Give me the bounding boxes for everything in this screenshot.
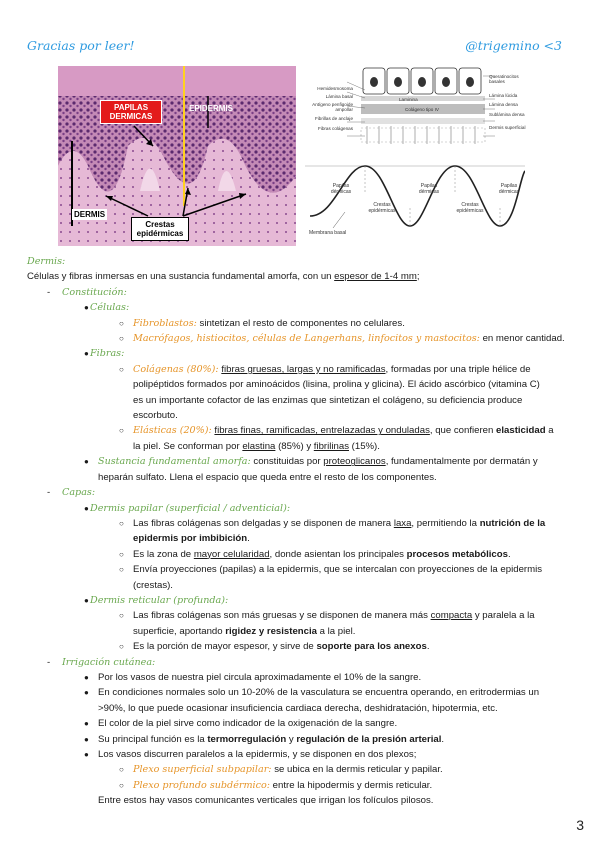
schema-label-lamina-basal: Lámina basal <box>325 94 353 100</box>
schema-label-queratinocitos: Queratinocitos basales <box>489 74 519 85</box>
intro-line: Células y fibras inmersas en una sustancia fundamental amorfa, con un espesor de 1-4 mm; <box>27 271 420 283</box>
papilar-item-3: ○ Envía proyecciones (papilas) a la epidermis, que se intercalan con proyecciones de la epidermis <box>119 564 543 576</box>
schema-label-crestas-2: Crestas epidérmicas <box>456 202 484 214</box>
schema-label-crestas-1: Crestas epidérmicas <box>368 202 396 214</box>
colagenas-line-2: polipéptidos formados por aminoácidos (lisina, prolina y glicina). El ácido ascórbico (vitamina C) <box>133 379 540 391</box>
schema-label-dermis-superficial: Dermis superficial <box>489 125 526 131</box>
schema-label-papilas-1: Papilas dérmicas <box>330 183 352 195</box>
colagenas-line-4: escorbuto. <box>133 410 178 422</box>
dermis-title: Dermis: <box>27 256 66 267</box>
elasticas-item: ○ Elásticas (20%): fibras finas, ramificadas, entrelazadas y onduladas, que confieren elasticidad a <box>119 425 554 437</box>
irrigacion-item-3: ● El color de la piel sirve como indicador de la oxigenación de la sangre. <box>84 718 398 730</box>
reticular-item-1-cont: superficie, aportando rigidez y resistencia a la piel. <box>133 625 356 637</box>
schema-label-lamina-lucida: Lámina lúcida <box>489 92 518 98</box>
papilar-heading: Dermis papilar (superficial / adventicial): <box>90 502 291 514</box>
label-papilas-dermicas: PAPILAS DERMICAS <box>100 100 162 124</box>
reticular-heading: Dermis reticular (profunda): <box>90 594 229 606</box>
schema-label-fibras-colagenas: Fibras colágenas <box>318 126 353 132</box>
irrigacion-item-4: ● Su principal función es la termorregulación y regulación de la presión arterial. <box>84 733 445 745</box>
celulas-heading: Células: <box>90 302 130 314</box>
label-epidermis: EPIDERMIS <box>189 104 234 113</box>
fibras-heading: Fibras: <box>90 348 125 360</box>
elasticas-line-2: la piel. Se conforman por elastina (85%) y fibrilinas (15%). <box>133 440 380 452</box>
section-irrigacion: Irrigación cutánea: <box>62 656 156 668</box>
papilar-item-3-cont: (crestas). <box>133 579 173 591</box>
plexo-superficial-item: ○ Plexo superficial subpapilar: se ubica en la dermis reticular y papilar. <box>119 764 443 776</box>
header-left-text: Gracias por leer! <box>27 38 135 53</box>
sustancia-item: ● Sustancia fundamental amorfa: constituidas por proteoglicanos, fundamentalmente por dermatán y <box>84 456 538 468</box>
irrigacion-item-1: ● Por los vasos de nuestra piel circula aproximadamente el 10% de la sangre. <box>84 671 422 683</box>
colagenas-line-3: es un importante cofactor de las enzimas que sintetizan el colágeno, su deficiencia produce <box>133 394 523 406</box>
irrigacion-item-5: ● Los vasos discurren paralelos a la epidermis, y se disponen en dos plexos; <box>84 749 417 760</box>
basal-membrane-diagram <box>305 66 525 246</box>
sustancia-line-2: heparán sulfato. Llena el espacio que queda entre el resto de los componentes. <box>98 471 437 483</box>
reticular-item-1: ○ Las fibras colágenas son más gruesas y se disponen de manera más compacta y paralela a la <box>119 610 535 622</box>
schema-label-antigeno: Antígeno penfigoide ampollar <box>312 101 353 113</box>
plexo-profundo-item: ○ Plexo profundo subdérmico: entre la hipodermis y dermis reticular. <box>119 779 433 791</box>
page-number: 3 <box>576 817 584 833</box>
schema-label-hemidesmosoma: Hemidesmosoma <box>317 86 353 91</box>
schema-label-papilas-3: Papilas dérmicas <box>498 183 520 195</box>
macrofagos-item: ○ Macrófagos, histiocitos, células de Langerhans, linfocitos y mastocitos: en menor cantidad. <box>119 333 565 345</box>
label-dermis: DERMIS <box>74 210 106 219</box>
irrigacion-item-2-cont: >90%, lo que puede ocasionar insuficiencia cardiaca derecha, deshidratación, hipotermia, etc. <box>98 702 498 714</box>
label-crestas-epidermicas: Crestas epidérmicas <box>131 217 189 241</box>
irrigacion-item-2: ● En condiciones normales solo un 10-20% de la vasculatura se encuentra operando, en eritrodermias un <box>84 687 540 699</box>
schema-label-lamina-densa: Lámina densa <box>489 102 518 108</box>
section-constitucion: Constitución: <box>62 286 127 298</box>
final-paragraph: Entre estos hay vasos comunicantes verticales que irrigan los folículos pilosos. <box>98 795 434 807</box>
schema-label-papilas-2: Papilas dérmicas <box>418 183 440 195</box>
schema-label-sublamina: Sublámina densa <box>489 111 525 117</box>
header-right-text: @trigemino <3 <box>465 38 562 53</box>
papilar-item-1-cont: epidermis por imbibición. <box>133 533 250 545</box>
papilar-item-1: ○ Las fibras colágenas son delgadas y se disponen de manera laxa, permitiendo la nutrición de la <box>119 517 546 529</box>
schema-label-colageno-iv: Colágeno tipo IV <box>405 107 439 112</box>
schema-label-fibrillas: Fibrillas de anclaje <box>314 115 353 121</box>
skin-histology-image <box>58 66 296 246</box>
schema-label-membrana-basal: Membrana basal <box>309 230 347 236</box>
section-capas: Capas: <box>62 487 96 499</box>
papilar-item-2: ○ Es la zona de mayor celularidad, donde asientan los principales procesos metabólicos. <box>119 548 511 560</box>
fibroblastos-item: ○ Fibroblastos: sintetizan el resto de componentes no celulares. <box>119 317 405 329</box>
document-body: Dermis: Células y fibras inmersas en una sustancia fundamental amorfa, con un espesor de 1-4 mm; - Constitución: ● Células: ○ Fibroblastos: sintetizan el resto de componentes no celulares. ○ Macrófagos, histiocitos, células de Langerhans, linfocitos y mastocitos: en menor cantidad. ● Fibras: ○ Colágenas (80%): fibras gruesas, largas y no ramificadas, formadas por una triple hélice de polipéptidos formados por aminoácidos (lisina, prolina y glicina). El ácido ascórbico (vitamina C) es un importante cofactor de las enzimas que sintetizan el colágeno, su deficiencia produce escorbuto. ○ Elásticas (20%): fibras finas, ramificadas, entrelazadas y onduladas, que confieren elasticidad a la piel. Se conforman por elastina (85%) y fibrilinas (15%). ● Sustancia fundamental amorfa: constituidas por proteoglicanos, fundamentalmente por dermatán y heparán sulfato. Llena el espacio que queda entre el resto de los componentes. - Capas: ● Dermis papilar (superficial / adventicial): ○ Las fibras colágenas son delgadas y se disponen de manera laxa, permitiendo la nutrición de la epidermis por imbibición. ○ Es la zona de mayor celularidad, donde asientan los principales procesos metabólicos. ○ Envía proyecciones (papilas) a la epidermis, que se intercalan con proyecciones de la epidermis (crestas). ● Dermis reticular (profunda): ○ Las fibras colágenas son más gruesas y se disponen de manera más compacta y paralela a la superficie, aportando rigidez y resistencia a la piel. ○ Es la porción de mayor espesor, y sirve de soporte para los anexos. - Irrigación cutánea: ● Por los vasos de nuestra piel circula aproximadamente el 10% de la sangre. ● En condiciones normales solo un 10-20% de la vasculatura se encuentra operando, en eritrodermias un >90%, lo que puede ocasionar insuficiencia cardiaca derecha, deshidratación, hipotermia, etc. ● El color de la piel sirve como indicador de la oxigenación de la sangre. ● Su principal función es la termorregulación y regulación de la presión arterial. ● Los vasos discurren paralelos a la epidermis, y se disponen en dos plexos; ○ Plexo superficial subpapilar: se ubica en la dermis reticular y papilar. ○ Plexo profundo subdérmico: entre la hipodermis y dermis reticular. Entre estos hay vasos comunicantes verticales que irrigan los folículos pilosos. <box>27 254 575 809</box>
reticular-item-2: ○ Es la porción de mayor espesor, y sirve de soporte para los anexos. <box>119 641 430 653</box>
colagenas-item: ○ Colágenas (80%): fibras gruesas, largas y no ramificadas, formadas por una triple hélice de <box>119 363 531 375</box>
schema-label-laminina: Laminina <box>399 97 418 102</box>
